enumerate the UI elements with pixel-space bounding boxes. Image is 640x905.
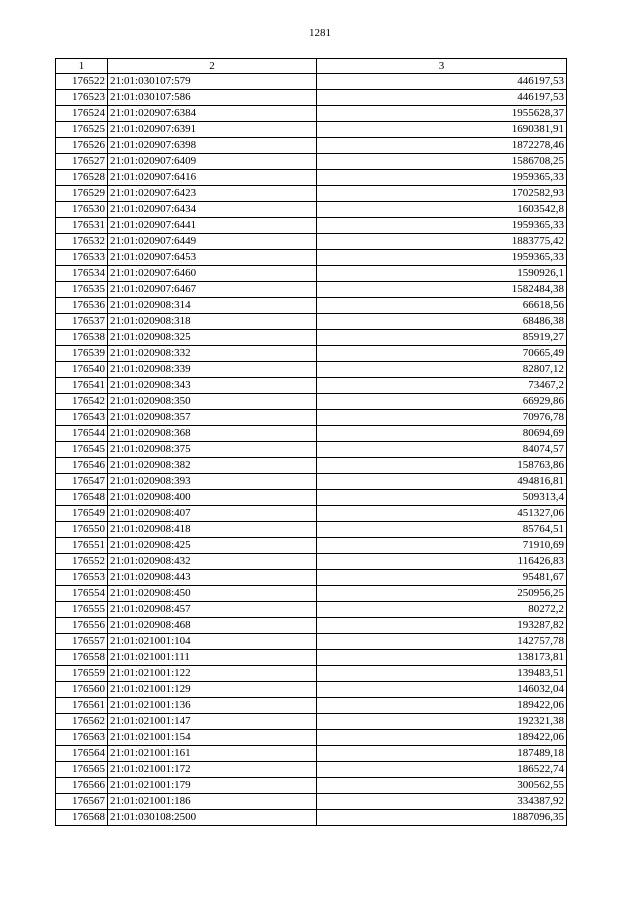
cadastral-value-cell: 189422,06	[317, 698, 567, 714]
cadastral-number-cell: 21:01:020907:6453	[108, 250, 317, 266]
cadastral-value-cell: 70665,49	[317, 346, 567, 362]
table-row	[56, 714, 567, 730]
row-number-cell: 176543	[56, 410, 108, 426]
cadastral-number-cell: 21:01:020908:457	[108, 602, 317, 618]
cadastral-number-cell: 21:01:020908:418	[108, 522, 317, 538]
table-row	[56, 666, 567, 682]
table-row	[56, 298, 567, 314]
cadastral-value-cell: 192321,38	[317, 714, 567, 730]
cadastral-number-cell: 21:01:020908:339	[108, 362, 317, 378]
cadastral-value-cell: 116426,83	[317, 554, 567, 570]
row-number-cell: 176565	[56, 762, 108, 778]
table-row	[56, 394, 567, 410]
row-number-cell: 176553	[56, 570, 108, 586]
table-row	[56, 810, 567, 826]
cadastral-number-cell: 21:01:021001:104	[108, 634, 317, 650]
cadastral-value-cell: 66929,86	[317, 394, 567, 410]
cadastral-number-cell: 21:01:021001:172	[108, 762, 317, 778]
cadastral-number-cell: 21:01:020908:318	[108, 314, 317, 330]
table-row	[56, 474, 567, 490]
table-row	[56, 506, 567, 522]
row-number-cell: 176545	[56, 442, 108, 458]
cadastral-value-cell: 1887096,35	[317, 810, 567, 826]
cadastral-number-cell: 21:01:020908:450	[108, 586, 317, 602]
row-number-cell: 176546	[56, 458, 108, 474]
cadastral-value-cell: 334387,92	[317, 794, 567, 810]
cadastral-value-cell: 1582484,38	[317, 282, 567, 298]
cadastral-number-cell: 21:01:020908:393	[108, 474, 317, 490]
table-row	[56, 362, 567, 378]
cadastral-value-cell: 1872278,46	[317, 138, 567, 154]
table-row	[56, 234, 567, 250]
cadastral-value-cell: 138173,81	[317, 650, 567, 666]
cadastral-number-cell: 21:01:020908:382	[108, 458, 317, 474]
row-number-cell: 176526	[56, 138, 108, 154]
cadastral-number-cell: 21:01:021001:154	[108, 730, 317, 746]
cadastral-number-cell: 21:01:020907:6409	[108, 154, 317, 170]
row-number-cell: 176548	[56, 490, 108, 506]
row-number-cell: 176556	[56, 618, 108, 634]
table-row	[56, 202, 567, 218]
cadastral-number-cell: 21:01:020907:6441	[108, 218, 317, 234]
cadastral-value-cell: 189422,06	[317, 730, 567, 746]
cadastral-value-cell: 509313,4	[317, 490, 567, 506]
cadastral-value-cell: 85764,51	[317, 522, 567, 538]
cadastral-value-cell: 1883775,42	[317, 234, 567, 250]
page-number: 1281	[309, 27, 331, 39]
cadastral-value-cell: 85919,27	[317, 330, 567, 346]
cadastral-value-cell: 193287,82	[317, 618, 567, 634]
row-number-cell: 176564	[56, 746, 108, 762]
cadastral-number-cell: 21:01:020908:350	[108, 394, 317, 410]
table-body	[56, 74, 567, 826]
cadastral-value-cell: 1603542,8	[317, 202, 567, 218]
row-number-cell: 176561	[56, 698, 108, 714]
row-number-cell: 176557	[56, 634, 108, 650]
row-number-cell: 176529	[56, 186, 108, 202]
row-number-cell: 176558	[56, 650, 108, 666]
column-header-3: 3	[317, 59, 567, 74]
cadastral-number-cell: 21:01:020908:443	[108, 570, 317, 586]
cadastral-number-cell: 21:01:030107:586	[108, 90, 317, 106]
cadastral-number-cell: 21:01:021001:186	[108, 794, 317, 810]
cadastral-value-cell: 1690381,91	[317, 122, 567, 138]
row-number-cell: 176540	[56, 362, 108, 378]
cadastral-number-cell: 21:01:020907:6460	[108, 266, 317, 282]
row-number-cell: 176560	[56, 682, 108, 698]
row-number-cell: 176549	[56, 506, 108, 522]
cadastral-value-table	[55, 58, 567, 826]
table-row	[56, 634, 567, 650]
row-number-cell: 176533	[56, 250, 108, 266]
table-row	[56, 426, 567, 442]
row-number-cell: 176562	[56, 714, 108, 730]
cadastral-number-cell: 21:01:030107:579	[108, 74, 317, 90]
cadastral-value-cell: 300562,55	[317, 778, 567, 794]
table-row	[56, 650, 567, 666]
table-row	[56, 698, 567, 714]
row-number-cell: 176547	[56, 474, 108, 490]
table-row	[56, 778, 567, 794]
table-row	[56, 106, 567, 122]
table-row	[56, 746, 567, 762]
cadastral-number-cell: 21:01:020908:357	[108, 410, 317, 426]
row-number-cell: 176522	[56, 74, 108, 90]
table-row	[56, 218, 567, 234]
table-row	[56, 586, 567, 602]
table-row	[56, 154, 567, 170]
row-number-cell: 176536	[56, 298, 108, 314]
table-row	[56, 266, 567, 282]
row-number-cell: 176530	[56, 202, 108, 218]
cadastral-number-cell: 21:01:020908:314	[108, 298, 317, 314]
table-row	[56, 570, 567, 586]
table-row	[56, 378, 567, 394]
cadastral-value-cell: 139483,51	[317, 666, 567, 682]
row-number-cell: 176541	[56, 378, 108, 394]
cadastral-number-cell: 21:01:020908:375	[108, 442, 317, 458]
row-number-cell: 176568	[56, 810, 108, 826]
header-row	[56, 59, 567, 74]
row-number-cell: 176550	[56, 522, 108, 538]
row-number-cell: 176539	[56, 346, 108, 362]
cadastral-number-cell: 21:01:020908:343	[108, 378, 317, 394]
cadastral-value-cell: 95481,67	[317, 570, 567, 586]
cadastral-number-cell: 21:01:021001:136	[108, 698, 317, 714]
cadastral-value-cell: 71910,69	[317, 538, 567, 554]
cadastral-value-cell: 446197,53	[317, 90, 567, 106]
table-row	[56, 490, 567, 506]
row-number-cell: 176567	[56, 794, 108, 810]
table-row	[56, 762, 567, 778]
table-row	[56, 794, 567, 810]
row-number-cell: 176532	[56, 234, 108, 250]
cadastral-number-cell: 21:01:020908:400	[108, 490, 317, 506]
table-row	[56, 250, 567, 266]
cadastral-value-cell: 186522,74	[317, 762, 567, 778]
row-number-cell: 176542	[56, 394, 108, 410]
cadastral-number-cell: 21:01:021001:179	[108, 778, 317, 794]
cadastral-number-cell: 21:01:020907:6449	[108, 234, 317, 250]
cadastral-number-cell: 21:01:020908:468	[108, 618, 317, 634]
cadastral-value-cell: 1959365,33	[317, 218, 567, 234]
cadastral-value-cell: 187489,18	[317, 746, 567, 762]
table-row	[56, 330, 567, 346]
row-number-cell: 176531	[56, 218, 108, 234]
cadastral-number-cell: 21:01:020907:6398	[108, 138, 317, 154]
cadastral-value-cell: 494816,81	[317, 474, 567, 490]
cadastral-number-cell: 21:01:020907:6434	[108, 202, 317, 218]
table-row	[56, 138, 567, 154]
table-row	[56, 170, 567, 186]
row-number-cell: 176544	[56, 426, 108, 442]
cadastral-number-cell: 21:01:021001:129	[108, 682, 317, 698]
table-row	[56, 602, 567, 618]
cadastral-value-cell: 446197,53	[317, 74, 567, 90]
row-number-cell: 176537	[56, 314, 108, 330]
column-header-1: 1	[56, 59, 108, 74]
table-row	[56, 522, 567, 538]
cadastral-number-cell: 21:01:020908:432	[108, 554, 317, 570]
cadastral-value-cell: 142757,78	[317, 634, 567, 650]
cadastral-value-cell: 70976,78	[317, 410, 567, 426]
cadastral-number-cell: 21:01:020908:407	[108, 506, 317, 522]
table-row	[56, 90, 567, 106]
cadastral-number-cell: 21:01:020907:6416	[108, 170, 317, 186]
cadastral-value-cell: 451327,06	[317, 506, 567, 522]
cadastral-value-cell: 1955628,37	[317, 106, 567, 122]
cadastral-value-cell: 84074,57	[317, 442, 567, 458]
cadastral-value-cell: 1959365,33	[317, 250, 567, 266]
table-row	[56, 122, 567, 138]
column-header-2: 2	[108, 59, 317, 74]
row-number-cell: 176525	[56, 122, 108, 138]
row-number-cell: 176563	[56, 730, 108, 746]
cadastral-number-cell: 21:01:020907:6391	[108, 122, 317, 138]
row-number-cell: 176559	[56, 666, 108, 682]
cadastral-value-cell: 158763,86	[317, 458, 567, 474]
table-row	[56, 682, 567, 698]
table-row	[56, 538, 567, 554]
cadastral-value-cell: 1702582,93	[317, 186, 567, 202]
row-number-cell: 176551	[56, 538, 108, 554]
row-number-cell: 176527	[56, 154, 108, 170]
table-row	[56, 618, 567, 634]
cadastral-number-cell: 21:01:021001:147	[108, 714, 317, 730]
cadastral-number-cell: 21:01:021001:161	[108, 746, 317, 762]
cadastral-value-cell: 82807,12	[317, 362, 567, 378]
cadastral-value-cell: 1586708,25	[317, 154, 567, 170]
cadastral-number-cell: 21:01:030108:2500	[108, 810, 317, 826]
row-number-cell: 176528	[56, 170, 108, 186]
cadastral-value-cell: 146032,04	[317, 682, 567, 698]
row-number-cell: 176538	[56, 330, 108, 346]
cadastral-number-cell: 21:01:021001:111	[108, 650, 317, 666]
row-number-cell: 176534	[56, 266, 108, 282]
table-row	[56, 442, 567, 458]
cadastral-value-cell: 66618,56	[317, 298, 567, 314]
cadastral-value-cell: 68486,38	[317, 314, 567, 330]
cadastral-value-cell: 1590926,1	[317, 266, 567, 282]
row-number-cell: 176552	[56, 554, 108, 570]
cadastral-value-cell: 1959365,33	[317, 170, 567, 186]
cadastral-value-cell: 73467,2	[317, 378, 567, 394]
table-row	[56, 282, 567, 298]
cadastral-value-cell: 80272,2	[317, 602, 567, 618]
cadastral-number-cell: 21:01:020908:332	[108, 346, 317, 362]
cadastral-number-cell: 21:01:020908:425	[108, 538, 317, 554]
table-row	[56, 554, 567, 570]
cadastral-value-cell: 80694,69	[317, 426, 567, 442]
cadastral-number-cell: 21:01:020908:325	[108, 330, 317, 346]
row-number-cell: 176524	[56, 106, 108, 122]
cadastral-number-cell: 21:01:020907:6384	[108, 106, 317, 122]
row-number-cell: 176535	[56, 282, 108, 298]
table-row	[56, 410, 567, 426]
table-row	[56, 74, 567, 90]
table-row	[56, 458, 567, 474]
table-row	[56, 730, 567, 746]
cadastral-number-cell: 21:01:020907:6467	[108, 282, 317, 298]
cadastral-number-cell: 21:01:020907:6423	[108, 186, 317, 202]
cadastral-number-cell: 21:01:020908:368	[108, 426, 317, 442]
row-number-cell: 176555	[56, 602, 108, 618]
table-row	[56, 346, 567, 362]
row-number-cell: 176566	[56, 778, 108, 794]
table-row	[56, 314, 567, 330]
row-number-cell: 176554	[56, 586, 108, 602]
table-header	[56, 59, 567, 74]
cadastral-value-cell: 250956,25	[317, 586, 567, 602]
row-number-cell: 176523	[56, 90, 108, 106]
table-row	[56, 186, 567, 202]
cadastral-number-cell: 21:01:021001:122	[108, 666, 317, 682]
